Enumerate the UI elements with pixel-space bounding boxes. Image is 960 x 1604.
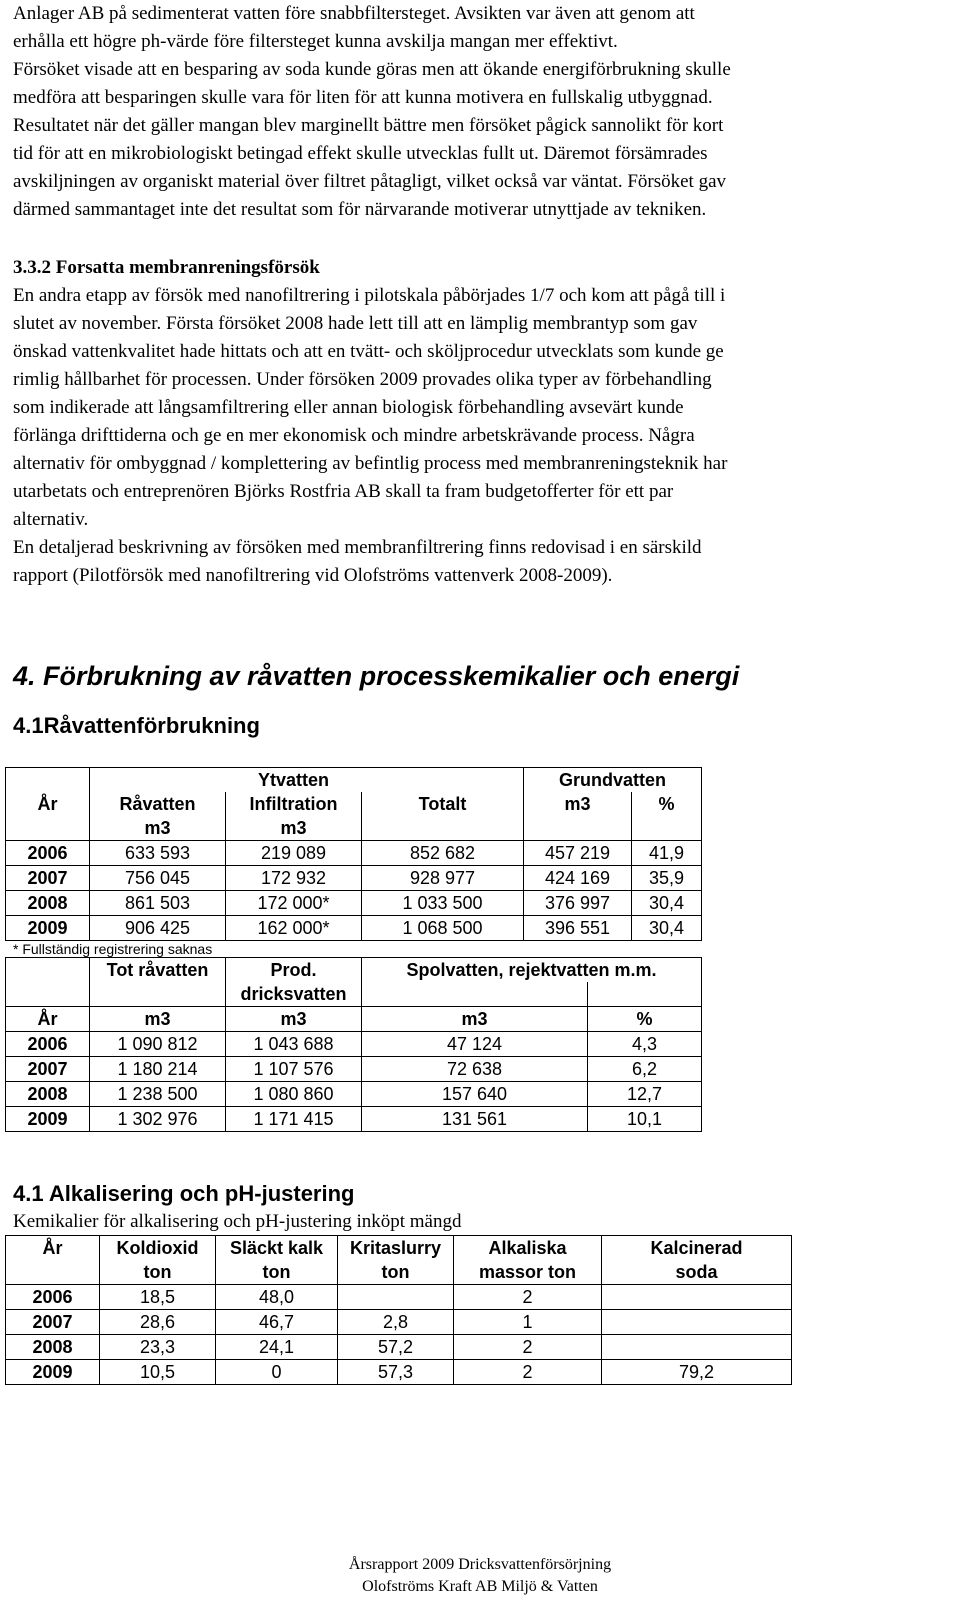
table-cell: 1 068 500 bbox=[362, 916, 524, 941]
table-header-cell bbox=[588, 982, 702, 1007]
table-row bbox=[6, 1057, 702, 1082]
section-heading: 3.3.2 Forsatta membranreningsförsök bbox=[13, 257, 320, 278]
table-cell: 12,7 bbox=[588, 1082, 702, 1107]
table-row bbox=[6, 1107, 702, 1132]
table-header-cell: Infiltration bbox=[226, 792, 362, 816]
table-header-row bbox=[6, 792, 702, 816]
table-header-cell: Koldioxid bbox=[100, 1236, 216, 1261]
table-cell: 41,9 bbox=[632, 841, 702, 866]
table-header-cell bbox=[362, 982, 588, 1007]
table-footnote: * Fullständig registrering saknas bbox=[13, 941, 213, 957]
year-cell: 2006 bbox=[6, 841, 90, 866]
table-cell: 162 000* bbox=[226, 916, 362, 941]
text-line: slutet av november. Första försöket 2008 hade lett till att en lämplig membrantyp som gav bbox=[13, 313, 698, 334]
table-cell bbox=[602, 1335, 792, 1360]
year-cell: 2006 bbox=[6, 1032, 90, 1057]
table-header-cell: m3 bbox=[90, 816, 226, 841]
table-cell: 861 503 bbox=[90, 891, 226, 916]
table-cell: 10,1 bbox=[588, 1107, 702, 1132]
table-row bbox=[6, 1082, 702, 1107]
table-header-row bbox=[6, 958, 702, 983]
text-line: som indikerade att långsamfiltrering eller annan biologisk förbehandling avsevärt kunde bbox=[13, 397, 684, 418]
table-cell: 2 bbox=[454, 1285, 602, 1310]
table-cell: 1 107 576 bbox=[226, 1057, 362, 1082]
table-cell: 23,3 bbox=[100, 1335, 216, 1360]
table-row bbox=[6, 1335, 792, 1360]
text-line: medföra att besparingen skulle vara för liten för att kunna motivera en fullskalig utbyggnad. bbox=[13, 87, 713, 108]
table-row bbox=[6, 866, 702, 891]
table-row bbox=[6, 1032, 702, 1057]
table-header-row bbox=[6, 1007, 702, 1032]
year-cell: 2009 bbox=[6, 1360, 100, 1385]
table-header-cell bbox=[6, 1260, 100, 1285]
table-cell: 131 561 bbox=[362, 1107, 588, 1132]
intro-paragraph bbox=[13, 0, 953, 224]
year-cell: 2009 bbox=[6, 916, 90, 941]
text-line: avskiljningen av organiskt material över filtret påtagligt, vilket också var väntat. Försöket gav bbox=[13, 171, 727, 192]
table-cell: 10,5 bbox=[100, 1360, 216, 1385]
table-header-cell bbox=[6, 982, 90, 1007]
table-header-cell bbox=[90, 982, 226, 1007]
table-cell: 1 180 214 bbox=[90, 1057, 226, 1082]
text-line: rapport (Pilotförsök med nanofiltrering vid Olofströms vattenverk 2008-2009). bbox=[13, 565, 613, 586]
table-cell: 46,7 bbox=[216, 1310, 338, 1335]
table-cell: 1 238 500 bbox=[90, 1082, 226, 1107]
text-line: tid för att en mikrobiologiskt betingad effekt skulle utvecklas fullt ut. Däremot försämrades bbox=[13, 143, 708, 164]
table-header-cell: Kalcinerad bbox=[602, 1236, 792, 1261]
table-cell: 57,3 bbox=[338, 1360, 454, 1385]
table-caption: Kemikalier för alkalisering och pH-justering inköpt mängd bbox=[13, 1211, 462, 1232]
table-header-cell bbox=[6, 958, 90, 983]
text-line: därmed sammantaget inte det resultat som för närvarande motiverar utnyttjade av tekniken. bbox=[13, 199, 707, 220]
table-cell: 928 977 bbox=[362, 866, 524, 891]
table-header-cell: Kritaslurry bbox=[338, 1236, 454, 1261]
table-header-row bbox=[6, 982, 702, 1007]
table-cell: 396 551 bbox=[524, 916, 632, 941]
table-cell: 2 bbox=[454, 1335, 602, 1360]
table-cell: 6,2 bbox=[588, 1057, 702, 1082]
year-cell: 2008 bbox=[6, 1335, 100, 1360]
text-line: erhålla ett högre ph-värde före filtersteget kunna avskilja mangan mer effektivt. bbox=[13, 31, 618, 52]
year-cell: 2008 bbox=[6, 1082, 90, 1107]
table-cell: 1 080 860 bbox=[226, 1082, 362, 1107]
table-header-cell: År bbox=[6, 792, 90, 816]
table-header-cell: m3 bbox=[90, 1007, 226, 1032]
table-cell: 57,2 bbox=[338, 1335, 454, 1360]
text-line: förlänga drifttiderna och ge en mer ekonomisk och mindre arbetskrävande process. Några bbox=[13, 425, 695, 446]
year-cell: 2007 bbox=[6, 866, 90, 891]
text-line: rimlig hållbarhet för processen. Under försöken 2009 provades olika typer av förbehandling bbox=[13, 369, 712, 390]
table-cell: 633 593 bbox=[90, 841, 226, 866]
table-row bbox=[6, 841, 702, 866]
table-cell: 30,4 bbox=[632, 891, 702, 916]
table-header-row bbox=[6, 1260, 792, 1285]
text-line: Resultatet när det gäller mangan blev marginellt bättre men försöket pågick sannolikt för kort bbox=[13, 115, 724, 136]
table-cell bbox=[602, 1310, 792, 1335]
footer-line: Årsrapport 2009 Dricksvattenförsörjning bbox=[348, 1556, 612, 1573]
table-header-cell: ton bbox=[216, 1260, 338, 1285]
table-header-row bbox=[6, 1236, 792, 1261]
table-header-cell: soda bbox=[602, 1260, 792, 1285]
table-header-cell bbox=[632, 816, 702, 841]
table-cell: 18,5 bbox=[100, 1285, 216, 1310]
table-cell: 1 043 688 bbox=[226, 1032, 362, 1057]
table-header-cell: m3 bbox=[524, 792, 632, 816]
text-line: önskad vattenkvalitet hade hittats och att en tvätt- och sköljprocedur utvecklats som kunde ge bbox=[13, 341, 724, 362]
table-cell: 219 089 bbox=[226, 841, 362, 866]
chemicals-table bbox=[5, 1235, 792, 1385]
year-cell: 2008 bbox=[6, 891, 90, 916]
raw-water-table bbox=[5, 767, 702, 941]
table-cell: 157 640 bbox=[362, 1082, 588, 1107]
year-cell: 2007 bbox=[6, 1057, 90, 1082]
table-cell: 376 997 bbox=[524, 891, 632, 916]
table-row bbox=[6, 1310, 792, 1335]
section-paragraph bbox=[13, 282, 953, 590]
table-header-cell: ton bbox=[100, 1260, 216, 1285]
table-header-cell: Grundvatten bbox=[524, 768, 702, 793]
text-line: Försöket visade att en besparing av soda kunde göras men att ökande energiförbrukning skulle bbox=[13, 59, 731, 80]
table-cell: 424 169 bbox=[524, 866, 632, 891]
table-header-cell: dricksvatten bbox=[226, 982, 362, 1007]
table-cell: 1 033 500 bbox=[362, 891, 524, 916]
table-cell: 1 bbox=[454, 1310, 602, 1335]
table-cell: 172 000* bbox=[226, 891, 362, 916]
table-header-cell: ton bbox=[338, 1260, 454, 1285]
table-cell: 24,1 bbox=[216, 1335, 338, 1360]
table-cell: 72 638 bbox=[362, 1057, 588, 1082]
table-header-row bbox=[6, 768, 702, 793]
table-row bbox=[6, 1360, 792, 1385]
table-cell bbox=[338, 1285, 454, 1310]
table-header-cell bbox=[362, 816, 524, 841]
table-cell: 4,3 bbox=[588, 1032, 702, 1057]
table-row bbox=[6, 891, 702, 916]
table-cell: 1 171 415 bbox=[226, 1107, 362, 1132]
chapter-heading: 4. Förbrukning av råvatten processkemikalier och energi bbox=[13, 661, 740, 691]
table-header-cell: m3 bbox=[226, 816, 362, 841]
water-balance-table bbox=[5, 957, 702, 1132]
table-cell: 28,6 bbox=[100, 1310, 216, 1335]
text-line: utarbetats och entreprenören Björks Rostfria AB skall ta fram budgetofferter för ett par bbox=[13, 481, 674, 502]
table-header-cell: Spolvatten, rejektvatten m.m. bbox=[362, 958, 702, 983]
table-header-cell: År bbox=[6, 1007, 90, 1032]
table-row bbox=[6, 916, 702, 941]
table-cell: 47 124 bbox=[362, 1032, 588, 1057]
table-cell: 0 bbox=[216, 1360, 338, 1385]
year-cell: 2006 bbox=[6, 1285, 100, 1310]
year-cell: 2007 bbox=[6, 1310, 100, 1335]
text-line: En detaljerad beskrivning av försöken med membranfiltrering finns redovisad i en särskild bbox=[13, 537, 702, 558]
page-footer bbox=[0, 1554, 960, 1598]
table-header-cell bbox=[362, 768, 524, 793]
text-line: En andra etapp av försök med nanofiltrering i pilotskala påbörjades 1/7 och kom att pågå till i bbox=[13, 285, 726, 306]
table-header-cell: m3 bbox=[226, 1007, 362, 1032]
table-cell: 852 682 bbox=[362, 841, 524, 866]
table-cell: 906 425 bbox=[90, 916, 226, 941]
table-cell: 1 302 976 bbox=[90, 1107, 226, 1132]
table-cell: 756 045 bbox=[90, 866, 226, 891]
table-header-cell bbox=[6, 816, 90, 841]
table-header-cell: Släckt kalk bbox=[216, 1236, 338, 1261]
text-line: alternativ för ombyggnad / komplettering av befintlig process med membranreningsteknik har bbox=[13, 453, 728, 474]
table-cell: 1 090 812 bbox=[90, 1032, 226, 1057]
table-header-cell: Prod. bbox=[226, 958, 362, 983]
table-cell: 79,2 bbox=[602, 1360, 792, 1385]
table-header-row bbox=[6, 816, 702, 841]
footer-line: Olofströms Kraft AB Miljö & Vatten bbox=[362, 1578, 598, 1595]
table-cell: 48,0 bbox=[216, 1285, 338, 1310]
text-line: alternativ. bbox=[13, 509, 89, 530]
table-row bbox=[6, 1285, 792, 1310]
section-heading-alkalization: 4.1 Alkalisering och pH-justering bbox=[13, 1181, 355, 1206]
table-cell: 30,4 bbox=[632, 916, 702, 941]
table-cell: 2 bbox=[454, 1360, 602, 1385]
table-header-cell: Totalt bbox=[362, 792, 524, 816]
table-cell: 172 932 bbox=[226, 866, 362, 891]
table-cell: 2,8 bbox=[338, 1310, 454, 1335]
year-cell: 2009 bbox=[6, 1107, 90, 1132]
table-cell: 457 219 bbox=[524, 841, 632, 866]
table-header-cell: Tot råvatten bbox=[90, 958, 226, 983]
table-header-cell: Råvatten bbox=[90, 792, 226, 816]
table-header-cell bbox=[90, 768, 226, 793]
table-header-cell bbox=[524, 816, 632, 841]
table-cell: 35,9 bbox=[632, 866, 702, 891]
table-header-cell: % bbox=[588, 1007, 702, 1032]
table-header-cell bbox=[6, 768, 90, 793]
table-header-cell: m3 bbox=[362, 1007, 588, 1032]
section-heading-raw-water: 4.1Råvattenförbrukning bbox=[13, 713, 260, 738]
table-header-cell: Ytvatten bbox=[226, 768, 362, 793]
text-line: Anlager AB på sedimenterat vatten före snabbfiltersteget. Avsikten var även att genom att bbox=[13, 3, 695, 24]
table-cell bbox=[602, 1285, 792, 1310]
table-header-cell: År bbox=[6, 1236, 100, 1261]
table-header-cell: % bbox=[632, 792, 702, 816]
table-header-cell: massor ton bbox=[454, 1260, 602, 1285]
table-header-cell: Alkaliska bbox=[454, 1236, 602, 1261]
